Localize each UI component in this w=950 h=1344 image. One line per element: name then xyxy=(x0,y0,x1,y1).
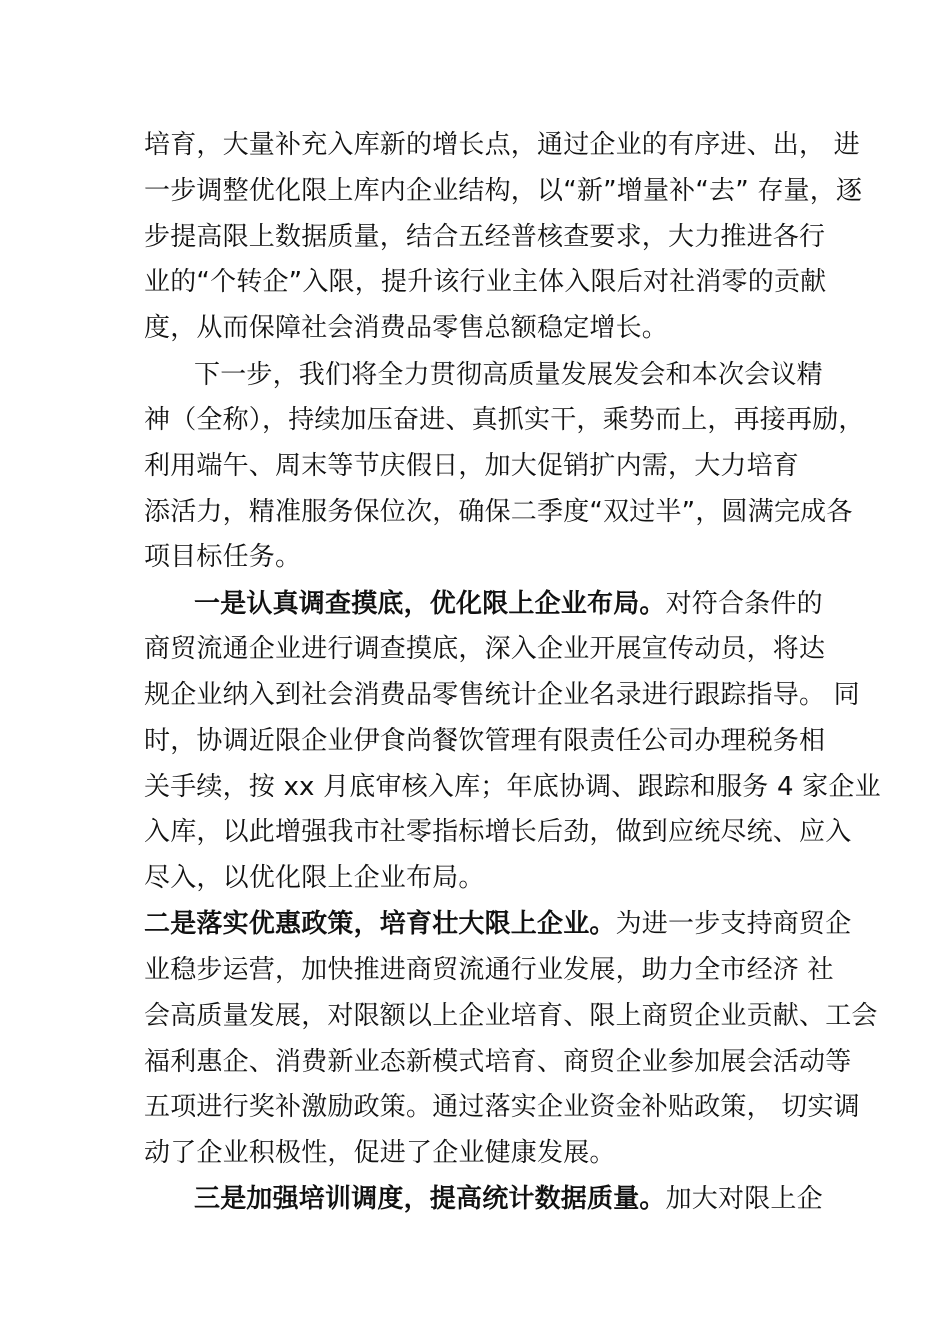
text-line xyxy=(144,947,834,993)
section-heading: 三是加强培训调度，提高统计数据质量。 xyxy=(194,1184,666,1214)
line-text: 尽入，以优化限上企业布局。 xyxy=(144,863,485,893)
text-line xyxy=(144,1084,860,1130)
text-line xyxy=(144,122,860,168)
line-text: 福利惠企、消费新业态新模式培育、商贸企业参加展会活动等 xyxy=(144,1047,852,1077)
text-line xyxy=(144,443,799,489)
line-text: 步提高限上数据质量，结合五经普核查要求，大力推进各行 xyxy=(144,222,826,252)
text-line xyxy=(194,352,823,398)
text-line xyxy=(144,718,825,764)
text-line xyxy=(144,489,853,535)
text-line xyxy=(144,993,878,1039)
text-line xyxy=(144,626,825,672)
line-text: 培育，大量补充入库新的增长点，通过企业的有序进、出， 进 xyxy=(144,130,860,160)
line-text: 会高质量发展，对限额以上企业培育、限上商贸企业贡献、工会 xyxy=(144,1001,878,1031)
line-text: 利用端午、周末等节庆假日，加大促销扩内需，大力培育 xyxy=(144,451,800,481)
line-text: 业的“个转企”入限，提升该行业主体入限后对社消零的贡献 xyxy=(144,267,827,297)
line-text: 对符合条件的 xyxy=(665,589,823,619)
line-text: 时，协调近限企业伊食尚餐饮管理有限责任公司办理税务相 xyxy=(144,726,826,756)
line-text: 为进一步支持商贸企 xyxy=(615,909,852,939)
section-heading: 二是落实优惠政策，培育壮大限上企业。 xyxy=(144,909,616,939)
line-text: 度，从而保障社会消费品零售总额稳定增长。 xyxy=(144,313,669,343)
text-line xyxy=(144,1130,616,1176)
line-text: 项目标任务。 xyxy=(144,542,302,572)
text-line xyxy=(144,397,865,443)
text-line xyxy=(144,901,851,947)
line-text: 五项进行奖补激励政策。通过落实企业资金补贴政策， 切实调 xyxy=(144,1092,860,1122)
text-line xyxy=(144,534,301,580)
text-line xyxy=(144,672,860,718)
line-text: 入库，以此增强我市社零指标增长后劲，做到应统尽统、应入 xyxy=(144,817,852,847)
section-heading: 一是认真调查摸底，优化限上企业布局。 xyxy=(194,589,666,619)
line-text: 规企业纳入到社会消费品零售统计企业名录进行跟踪指导。 同 xyxy=(144,680,860,710)
line-text: 添活力，精准服务保位次，确保二季度“双过半”，圆满完成各 xyxy=(144,497,853,527)
line-text: 下一步，我们将全力贯彻高质量发展发会和本次会议精 xyxy=(194,360,823,390)
text-line xyxy=(194,581,823,627)
text-line xyxy=(144,855,485,901)
text-line xyxy=(144,764,881,810)
line-text: 加大对限上企 xyxy=(665,1184,823,1214)
text-line xyxy=(144,305,668,351)
text-line xyxy=(144,168,862,214)
text-line xyxy=(144,214,825,260)
line-text: 商贸流通企业进行调查摸底，深入企业开展宣传动员，将达 xyxy=(144,634,826,664)
text-line xyxy=(144,259,826,305)
text-line xyxy=(194,1176,823,1222)
text-line xyxy=(144,1039,851,1085)
line-text: 神（全称），持续加压奋进、真抓实干，乘势而上，再接再励， xyxy=(144,405,865,435)
text-line xyxy=(144,809,851,855)
line-text: 关手续，按 xx 月底审核入库；年底协调、跟踪和服务 4 家企业 xyxy=(144,772,881,802)
line-text: 动了企业积极性，促进了企业健康发展。 xyxy=(144,1138,616,1168)
line-text: 业稳步运营，加快推进商贸流通行业发展，助力全市经济 社 xyxy=(144,955,834,985)
line-text: 一步调整优化限上库内企业结构，以“新”增量补“去” 存量，逐 xyxy=(144,176,863,206)
